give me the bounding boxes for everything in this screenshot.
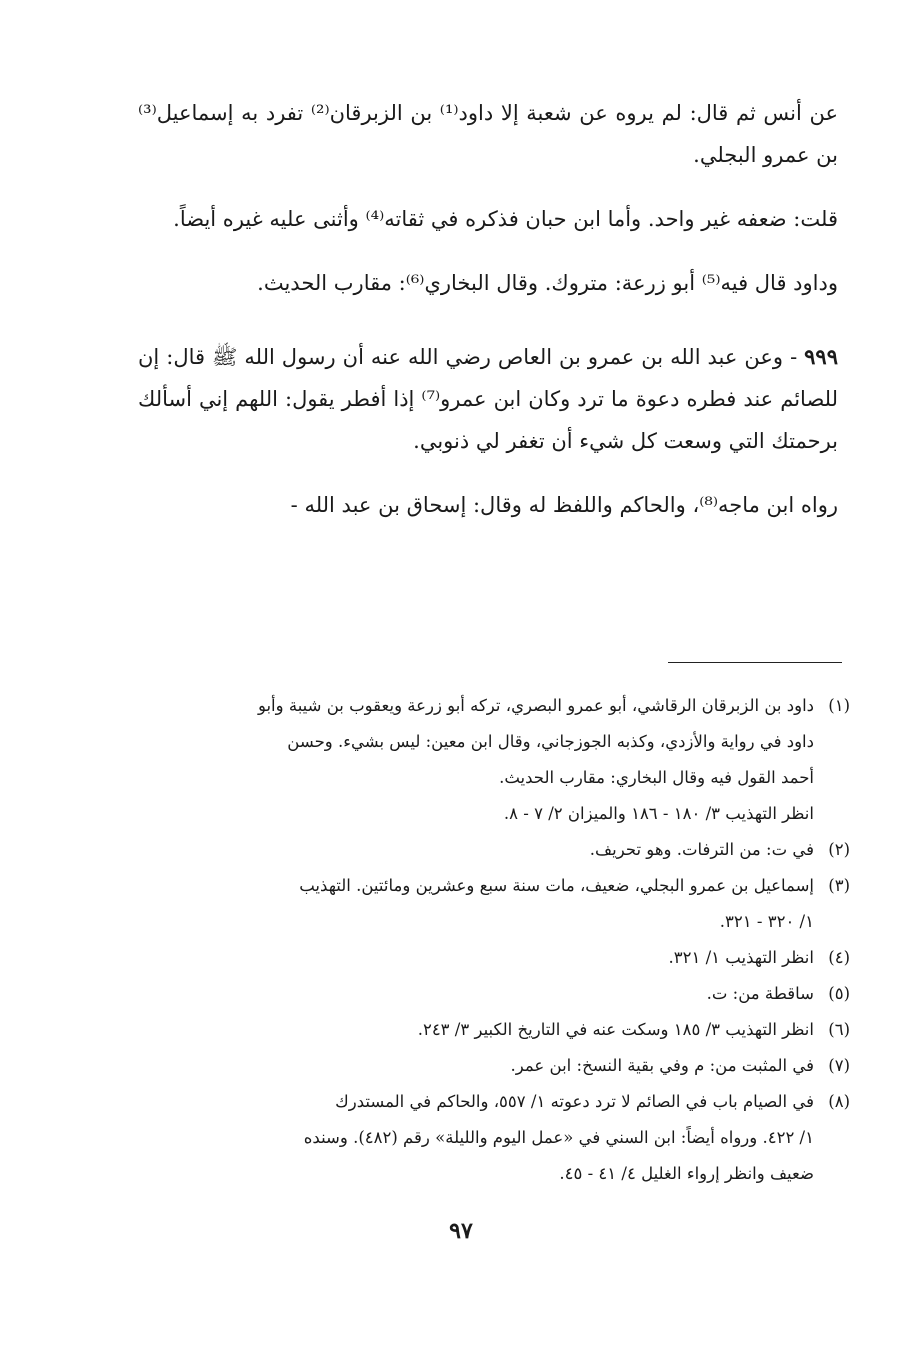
footnote-mark: (١) (828, 696, 850, 715)
paragraph-2: قلت: ضعفه غير واحد. وأما ابن حبان فذكره في ثقاته⁽⁴⁾ وأثنى عليه غيره أيضاً. (173, 207, 838, 231)
footnote-line: إسماعيل بن عمرو البجلي، ضعيف، مات سنة سبع وعشرين ومائتين. التهذيب (299, 876, 814, 895)
footnote-line: في ت: من الترفات. وهو تحريف. (589, 840, 814, 859)
paragraph-5: رواه ابن ماجه⁽⁸⁾، والحاكم واللفظ له وقال: إسحاق بن عبد الله - (290, 493, 838, 517)
footnote-mark: (٥) (828, 984, 850, 1003)
footnote-mark: (٦) (828, 1020, 850, 1039)
footnote-line: ١/ ٣٢٠ - ٣٢١. (719, 912, 814, 931)
footnote (150, 688, 850, 832)
footnote-line: انظر التهذيب ٣/ ١٨٥ وسكت عنه في التاريخ الكبير ٣/ ٢٤٣. (417, 1020, 814, 1039)
footnote-line: ساقطة من: ت. (706, 984, 814, 1003)
paragraph-3: وداود قال فيه⁽⁵⁾ أبو زرعة: متروك. وقال البخاري⁽⁶⁾: مقارب الحديث. (257, 271, 838, 295)
footnote-mark: (٧) (828, 1056, 850, 1075)
footnote (150, 1084, 850, 1192)
footnote-line: في الصيام باب في الصائم لا ترد دعوته ١/ ٥٥٧، والحاكم في المستدرك (335, 1092, 814, 1111)
hadith-paragraph (138, 336, 838, 462)
footnote-mark: (٣) (828, 876, 850, 895)
footnote (150, 1048, 850, 1084)
hadith-text: - وعن عبد الله بن عمرو بن العاص رضي الله عنه أن رسول الله ﷺ قال: إن للصائم عند فطره دعوة ما ترد وكان ابن عمرو⁽⁷⁾ إذا أفطر يقول: اللهم إني أسألك برحمتك التي وسعت كل شيء أن تغفر لي ذنوبي. (138, 345, 839, 453)
footnote-line: في المثبت من: م وفي بقية النسخ: ابن عمر. (510, 1056, 814, 1075)
main-text (138, 92, 838, 548)
footnote-mark: (٤) (828, 948, 850, 967)
page-number: ٩٧ (449, 1218, 473, 1244)
footnote (150, 976, 850, 1012)
footnote-line: ضعيف وانظر إرواء الغليل ٤/ ٤١ - ٤٥. (559, 1164, 814, 1183)
paragraph-1: عن أنس ثم قال: لم يروه عن شعبة إلا داود⁽¹⁾ بن الزبرقان⁽²⁾ تفرد به إسماعيل⁽³⁾ بن عمرو البجلي. (138, 101, 839, 167)
footnote-separator (668, 662, 842, 663)
footnote-mark: (٨) (828, 1092, 850, 1111)
footnote-line: انظر التهذيب ١/ ٣٢١. (668, 948, 814, 967)
footnotes (150, 688, 850, 1192)
footnote-line: داود بن الزبرقان الرقاشي، أبو عمرو البصري، تركه أبو زرعة ويعقوب بن شيبة وأبو (257, 696, 814, 715)
footnote-line: داود في رواية والأزدي، وكذبه الجوزجاني، وقال ابن معين: ليس بشيء. وحسن (287, 732, 814, 751)
footnote (150, 940, 850, 976)
footnote-mark: (٢) (828, 840, 850, 859)
footnote (150, 868, 850, 940)
footnote-line: ١/ ٤٢٢. ورواه أيضاً: ابن السني في «عمل اليوم والليلة» رقم (٤٨٢). وسنده (303, 1128, 814, 1147)
footnote-line: انظر التهذيب ٣/ ١٨٠ - ١٨٦ والميزان ٢/ ٧ - ٨. (503, 804, 814, 823)
hadith-number: ٩٩٩ (804, 344, 838, 369)
footnote (150, 832, 850, 868)
footnote (150, 1012, 850, 1048)
footnote-line: أحمد القول فيه وقال البخاري: مقارب الحديث. (499, 768, 814, 787)
